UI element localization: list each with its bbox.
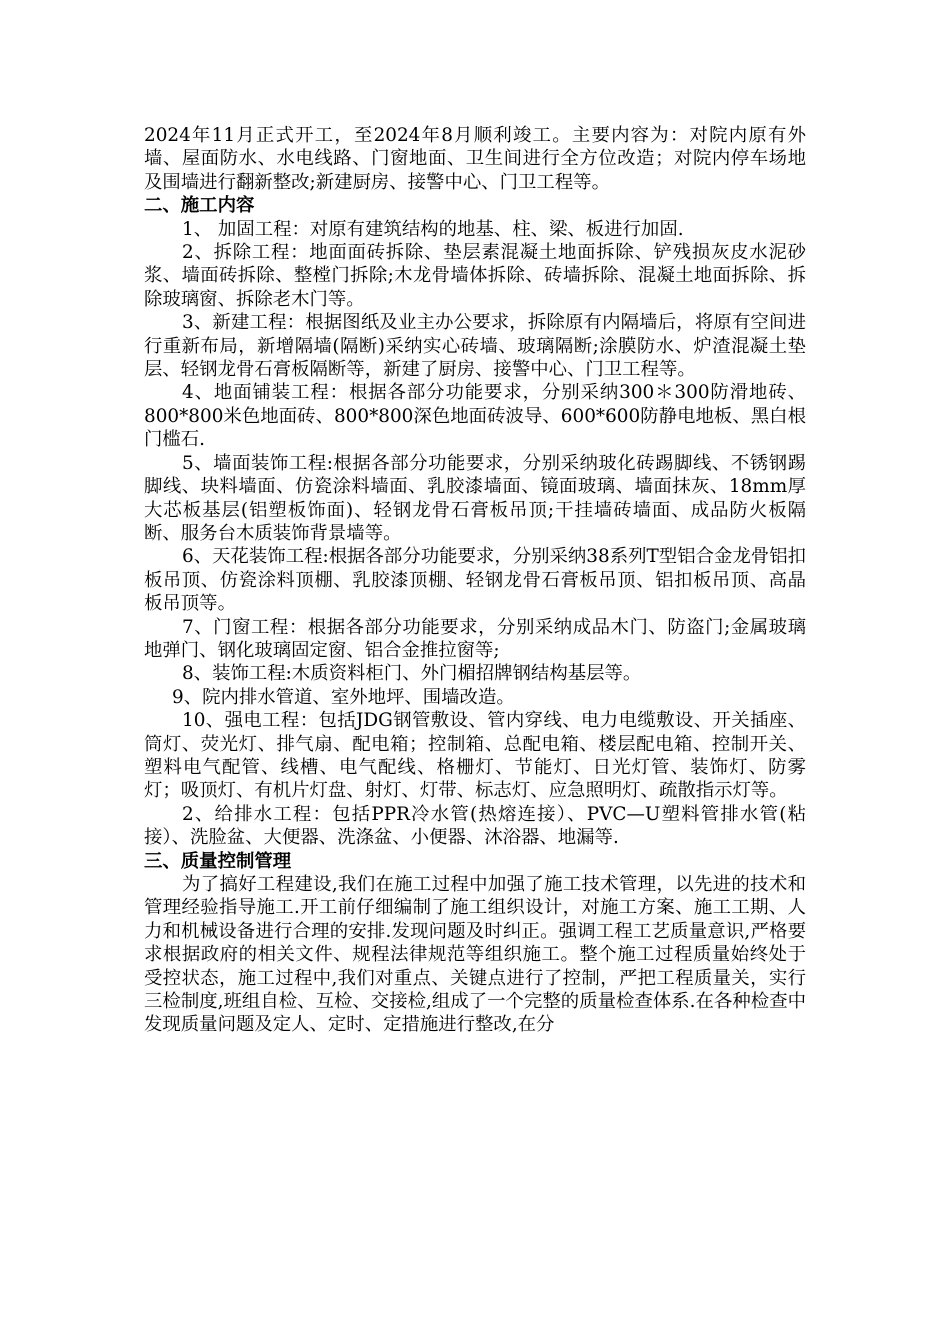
item-plumbing: 2、给排水工程：包括PPR冷水管(热熔连接）、PVC—U塑料管排水管(粘接）、洗脸盆、大便器、洗涤盆、小便器、沐浴器、地漏等. <box>144 803 806 849</box>
document-body <box>144 124 806 1037</box>
item-ceiling-decoration: 6、天花装饰工程:根据各部分功能要求，分别采纳38系列T型铝合金龙骨铝扣板吊顶、仿瓷涂料顶棚、乳胶漆顶棚、轻钢龙骨石膏板吊顶、铝扣板吊顶、高晶板吊顶等。 <box>144 546 806 615</box>
item-new-construction: 3、新建工程：根据图纸及业主办公要求，拆除原有内隔墙后，将原有空间进行重新布局，新增隔墙(隔断)采纳实心砖墙、玻璃隔断;涂膜防水、炉渣混凝土垫层、轻钢龙骨石膏板隔断等，新建了厨房、接警中心、门卫工程等。 <box>144 312 806 381</box>
item-doors-windows: 7、门窗工程：根据各部分功能要求，分别采纳成品木门、防盗门;金属玻璃地弹门、钢化玻璃固定窗、铝合金推拉窗等; <box>144 616 806 661</box>
item-floor-paving: 4、地面铺装工程：根据各部分功能要求，分别采纳300＊300防滑地砖、800*800米色地面砖、800*800深色地面砖波导、600*600防静电地板、黑白根门槛石. <box>144 382 806 451</box>
paragraph-intro: 2024年11月正式开工，至2024年8月顺利竣工。主要内容为：对院内原有外墙、屋面防水、水电线路、门窗地面、卫生间进行全方位改造；对院内停车场地及围墙进行翻新整改;新建厨房、接警中心、门卫工程等。 <box>144 125 806 193</box>
item-decoration: 8、装饰工程:木质资料柜门、外门楣招牌钢结构基层等。 <box>182 663 642 685</box>
item-wall-decoration: 5、墙面装饰工程:根据各部分功能要求，分别采纳玻化砖踢脚线、不锈钢踢脚线、块料墙面、仿瓷涂料墙面、乳胶漆墙面、镜面玻璃、墙面抹灰、18mm厚大芯板基层(铝塑板饰面)、轻钢龙骨石膏板吊顶;干挂墙砖墙面、成品防火板隔断、服务台木质装饰背景墙等。 <box>144 452 806 544</box>
section-heading-quality: 三、质量控制管理 <box>144 850 292 872</box>
paragraph-quality-control: 为了搞好工程建设,我们在施工过程中加强了施工技术管理，以先进的技术和管理经验指导施工.开工前仔细编制了施工组织设计，对施工方案、施工工期、人力和机械设备进行合理的安排.发现问题及时纠正。强调工程工艺质量意识,严格要求根据政府的相关文件、规程法律规范等组织施工。整个施工过程质量始终处于受控状态，施工过程中,我们对重点、关键点进行了控制，严把工程质量关，实行三检制度,班组自检、互检、交接检,组成了一个完整的质量检查体系.在各种检查中发现质量问题及定人、定时、定措施进行整改,在分 <box>144 874 806 1036</box>
item-electrical: 10、强电工程：包括JDG钢管敷设、管内穿线、电力电缆敷设、开关插座、筒灯、荧光灯、排气扇、配电箱；控制箱、总配电箱、楼层配电箱、控制开关、塑料电气配管、线槽、电气配线、格栅灯、节能灯、日光灯管、装饰灯、防雾灯；吸顶灯、有机片灯盘、射灯、灯带、标志灯、应急照明灯、疏散指示灯等。 <box>144 710 806 802</box>
item-demolition: 2、拆除工程：地面面砖拆除、垫层素混凝土地面拆除、铲残损灰皮水泥砂浆、墙面砖拆除、整樘门拆除;木龙骨墙体拆除、砖墙拆除、混凝土地面拆除、拆除玻璃窗、拆除老木门等。 <box>144 242 806 310</box>
section-heading-construction: 二、施工内容 <box>144 195 255 217</box>
item-reinforcement: 1、 加固工程：对原有建筑结构的地基、柱、梁、板进行加固. <box>182 218 684 240</box>
item-drainage: 9、院内排水管道、室外地坪、围墙改造。 <box>172 686 515 708</box>
